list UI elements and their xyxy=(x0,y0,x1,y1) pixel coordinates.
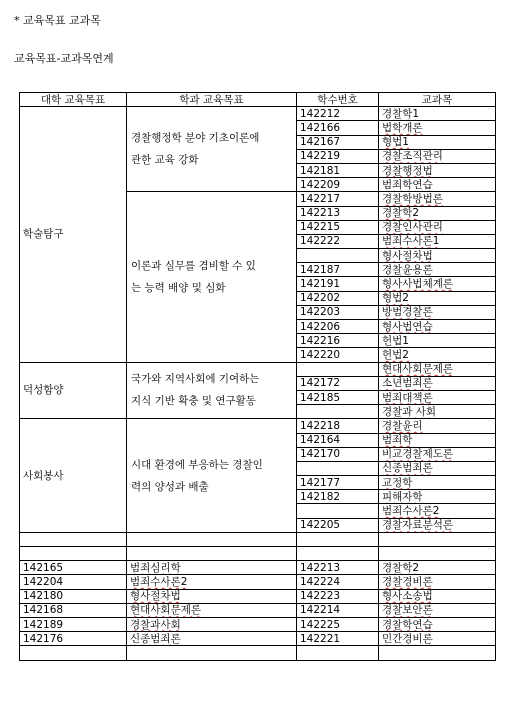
course-name-cell: 범죄학 xyxy=(379,433,496,447)
table-row xyxy=(20,107,496,121)
course-code-cell: 142177 xyxy=(297,476,379,490)
course-name-cell: 형사절차법 xyxy=(379,249,496,263)
extra-name-cell: 경찰과사회 xyxy=(127,617,297,631)
course-code-cell: 142166 xyxy=(297,121,379,135)
dept-goal-line: 시대 환경에 부응하는 경찰인 xyxy=(131,458,263,471)
course-name-cell: 경찰행정법 xyxy=(379,163,496,177)
curriculum-table xyxy=(19,92,496,661)
course-code-cell: 142182 xyxy=(297,490,379,504)
blank-cell xyxy=(379,646,496,660)
course-name-cell: 형사법연습 xyxy=(379,320,496,334)
blank-cell xyxy=(379,547,496,561)
blank-cell xyxy=(297,646,379,660)
course-name-cell: 비교경찰제도론 xyxy=(379,447,496,461)
extra-row xyxy=(20,589,496,603)
course-code-cell: 142220 xyxy=(297,348,379,362)
column-header: 학과 교육목표 xyxy=(127,93,297,107)
blank-cell xyxy=(20,532,127,546)
blank-row xyxy=(20,547,496,561)
extra-row xyxy=(20,575,496,589)
extra-code-cell: 142165 xyxy=(20,561,127,575)
extra-code-cell: 142214 xyxy=(297,603,379,617)
extra-name-cell: 경찰보안론 xyxy=(379,603,496,617)
course-code-cell: 142203 xyxy=(297,305,379,319)
course-name-cell: 현대사회문제론 xyxy=(379,362,496,376)
extra-row xyxy=(20,561,496,575)
extra-name-cell: 민간경비론 xyxy=(379,632,496,646)
extra-name-cell: 범죄심리학 xyxy=(127,561,297,575)
extra-name-cell: 경찰학2 xyxy=(379,561,496,575)
course-code-cell: 142164 xyxy=(297,433,379,447)
section-heading: * 교육목표 교과목 xyxy=(14,14,101,27)
column-header: 학수번호 xyxy=(297,93,379,107)
course-code-cell: 142191 xyxy=(297,277,379,291)
course-name-cell: 형법1 xyxy=(379,135,496,149)
extra-code-cell: 142213 xyxy=(297,561,379,575)
blank-cell xyxy=(297,532,379,546)
course-name-cell: 헌법1 xyxy=(379,334,496,348)
course-name-cell: 형법2 xyxy=(379,291,496,305)
extra-row xyxy=(20,603,496,617)
course-name-cell: 범죄대책론 xyxy=(379,390,496,404)
extra-name-cell: 범죄수사론2 xyxy=(127,575,297,589)
course-code-cell: 142209 xyxy=(297,178,379,192)
course-code-cell xyxy=(297,461,379,475)
course-code-cell: 142212 xyxy=(297,107,379,121)
course-name-cell: 경찰인사관리 xyxy=(379,220,496,234)
dept-goal-cell xyxy=(127,192,297,362)
dept-goal-line: 지식 기반 확충 및 연구활동 xyxy=(131,395,256,408)
course-code-cell: 142172 xyxy=(297,376,379,390)
course-name-cell: 경찰과 사회 xyxy=(379,405,496,419)
column-header: 대학 교육목표 xyxy=(20,93,127,107)
course-code-cell: 142187 xyxy=(297,263,379,277)
course-name-cell: 교정학 xyxy=(379,476,496,490)
course-name-cell: 경찰학방법론 xyxy=(379,192,496,206)
univ-goal-cell: 학술탐구 xyxy=(20,107,127,362)
blank-cell xyxy=(297,547,379,561)
extra-code-cell: 142223 xyxy=(297,589,379,603)
course-code-cell: 142206 xyxy=(297,320,379,334)
extra-code-cell: 142168 xyxy=(20,603,127,617)
course-code-cell: 142185 xyxy=(297,390,379,404)
course-name-cell: 범죄수사론2 xyxy=(379,504,496,518)
extra-name-cell: 경찰학연습 xyxy=(379,617,496,631)
course-code-cell: 142215 xyxy=(297,220,379,234)
extra-code-cell: 142189 xyxy=(20,617,127,631)
blank-cell xyxy=(20,547,127,561)
course-code-cell xyxy=(297,362,379,376)
course-code-cell: 142170 xyxy=(297,447,379,461)
table-header-row xyxy=(20,93,496,107)
course-name-cell: 피해자학 xyxy=(379,490,496,504)
extra-code-cell: 142176 xyxy=(20,632,127,646)
blank-cell xyxy=(127,646,297,660)
course-code-cell xyxy=(297,249,379,263)
course-name-cell: 법학개론 xyxy=(379,121,496,135)
extra-code-cell: 142221 xyxy=(297,632,379,646)
blank-cell xyxy=(127,532,297,546)
course-name-cell: 형사사법체계론 xyxy=(379,277,496,291)
course-name-cell: 방범경찰론 xyxy=(379,305,496,319)
course-code-cell: 142167 xyxy=(297,135,379,149)
course-code-cell: 142202 xyxy=(297,291,379,305)
dept-goal-cell xyxy=(127,362,297,419)
univ-goal-cell: 사회봉사 xyxy=(20,419,127,533)
course-name-cell: 경찰자료분석론 xyxy=(379,518,496,532)
blank-cell xyxy=(127,547,297,561)
dept-goal-line: 이론과 실무를 겸비할 수 있 xyxy=(131,259,256,272)
extra-name-cell: 형사소송법 xyxy=(379,589,496,603)
course-code-cell: 142219 xyxy=(297,149,379,163)
extra-code-cell: 142180 xyxy=(20,589,127,603)
course-name-cell: 경찰학1 xyxy=(379,107,496,121)
extra-code-cell: 142224 xyxy=(297,575,379,589)
extra-name-cell: 형사절차법 xyxy=(127,589,297,603)
table-row xyxy=(20,362,496,376)
dept-goal-line: 는 능력 배양 및 심화 xyxy=(131,281,226,294)
dept-goal-line: 국가와 지역사회에 기여하는 xyxy=(131,373,260,386)
course-code-cell: 142217 xyxy=(297,192,379,206)
course-name-cell: 경찰조직관리 xyxy=(379,149,496,163)
course-code-cell: 142222 xyxy=(297,234,379,248)
dept-goal-cell xyxy=(127,107,297,192)
column-header: 교과목 xyxy=(379,93,496,107)
course-code-cell: 142181 xyxy=(297,163,379,177)
course-name-cell: 경찰윤리 xyxy=(379,419,496,433)
course-code-cell xyxy=(297,405,379,419)
section-subheading: 교육목표-교과목연계 xyxy=(14,52,114,65)
dept-goal-line: 경찰행정학 분야 기초이론에 xyxy=(131,132,260,145)
dept-goal-cell xyxy=(127,419,297,533)
course-name-cell: 범죄수사론1 xyxy=(379,234,496,248)
dept-goal-line: 력의 양성과 배출 xyxy=(131,480,209,493)
extra-name-cell: 현대사회문제론 xyxy=(127,603,297,617)
course-code-cell: 142205 xyxy=(297,518,379,532)
course-name-cell: 헌법2 xyxy=(379,348,496,362)
course-name-cell: 경찰학2 xyxy=(379,206,496,220)
extra-name-cell: 경찰경비론 xyxy=(379,575,496,589)
univ-goal-cell: 덕성함양 xyxy=(20,362,127,419)
blank-row xyxy=(20,532,496,546)
extra-row xyxy=(20,617,496,631)
course-name-cell: 신종범죄론 xyxy=(379,461,496,475)
extra-code-cell: 142225 xyxy=(297,617,379,631)
dept-goal-line: 관한 교육 강화 xyxy=(131,154,199,167)
extra-row xyxy=(20,632,496,646)
extra-code-cell: 142204 xyxy=(20,575,127,589)
blank-cell xyxy=(20,646,127,660)
course-name-cell: 경찰윤용론 xyxy=(379,263,496,277)
course-name-cell: 범죄학연습 xyxy=(379,178,496,192)
table-row xyxy=(20,419,496,433)
course-name-cell: 소년범죄론 xyxy=(379,376,496,390)
course-code-cell xyxy=(297,504,379,518)
course-code-cell: 142218 xyxy=(297,419,379,433)
course-code-cell: 142216 xyxy=(297,334,379,348)
blank-cell xyxy=(379,532,496,546)
extra-name-cell: 신종범죄론 xyxy=(127,632,297,646)
course-code-cell: 142213 xyxy=(297,206,379,220)
blank-row xyxy=(20,646,496,660)
